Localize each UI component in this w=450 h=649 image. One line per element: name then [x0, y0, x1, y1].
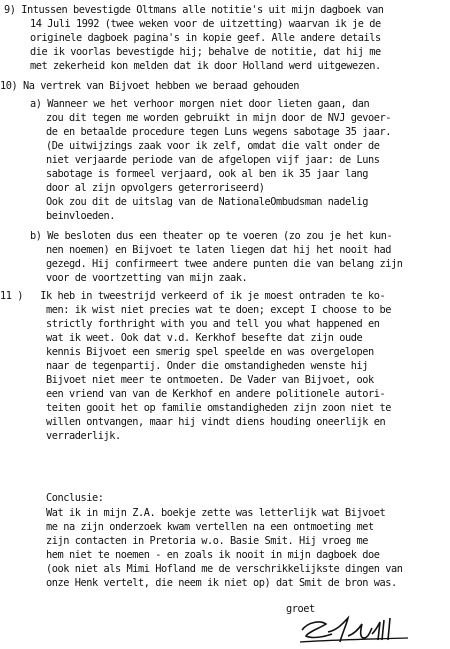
- text-line: Conclusie:: [46, 492, 104, 504]
- text-line: een vriend van van de Kerkhof en andere politionele autori-: [46, 388, 386, 400]
- text-line: Bijvoet niet meer te ontmoeten. De Vader van Bijvoet, ook: [46, 374, 374, 386]
- text-line: naar de tegenpartij. Onder die omstandigheden wenste hij: [46, 360, 368, 372]
- text-line: (ook niet als Mimi Hofland me de verschrikkelijkste dingen van: [46, 563, 403, 575]
- text-line: 10) Na vertrek van Bijvoet hebben we beraad gehouden: [0, 80, 299, 92]
- handwritten-signature: [298, 612, 413, 646]
- text-line: (De uitwijzings zaak voor ik zelf, omdat die valt onder de: [46, 140, 380, 152]
- closing-greeting: groet: [286, 603, 315, 615]
- text-line: strictly forthright with you and tell you what happened en: [46, 318, 380, 330]
- text-line: 9) Intussen bevestigde Oltmans alle notitie's uit mijn dagboek van: [4, 4, 384, 16]
- text-line: men: ik wist niet precies wat te doen; except I choose to be: [46, 304, 391, 316]
- text-line: 14 Juli 1992 (twee weken voor de uitzetting) waarvan ik je de: [30, 18, 381, 30]
- text-line: nen noemen) en Bijvoet te laten liegen dat hij het nooit had: [46, 244, 391, 256]
- text-line: niet verjaarde periode van de afgelopen vijf jaar: de Luns: [46, 154, 380, 166]
- signature-block: [286, 602, 416, 646]
- text-line: de en betaalde procedure tegen Luns wegens sabotage 35 jaar.: [46, 126, 391, 138]
- text-line: hem niet te noemen - en zoals ik nooit in mijn dagboek doe: [46, 549, 380, 561]
- text-line: door al zijn opvolgers geterroriseerd): [46, 182, 265, 194]
- text-line: b) We besloten dus een theater op te voeren (zo zou je het kun-: [30, 230, 393, 242]
- text-line: onze Henk vertelt, die neem ik niet op) dat Smit de bron was.: [46, 577, 397, 589]
- text-line: die ik voorlas bevestigde hij; behalve de notitie, dat hij me: [30, 46, 381, 58]
- text-line: verraderlijk.: [46, 430, 121, 442]
- text-line: zou dit tegen me worden gebruikt in mijn door de NVJ gevoer-: [46, 112, 391, 124]
- text-line: kennis Bijvoet een smerig spel speelde en was overgelopen: [46, 346, 374, 358]
- text-line: gezegd. Hij confirmeert twee andere punten die van belang zijn: [46, 258, 403, 270]
- text-line: originele dagboek pagina's in kopie geef. Alle andere details: [30, 32, 381, 44]
- text-line: met zekerheid kon melden dat ik door Holland werd uitgewezen.: [30, 60, 381, 72]
- text-line: teiten gooit het op familie omstandigheden zijn zoon niet te: [46, 402, 391, 414]
- text-line: willen ontvangen, maar hij vindt diens houding oneerlijk en: [46, 416, 386, 428]
- text-line: a) Wanneer we het verhoor morgen niet door lieten gaan, dan: [30, 98, 370, 110]
- text-line: wat ik weet. Ook dat v.d. Kerkhof besefte dat zijn oude: [46, 332, 363, 344]
- text-line: voor de voortzetting van mijn zaak.: [46, 272, 248, 284]
- text-line: Wat ik in mijn Z.A. boekje zette was letterlijk wat Bijvoet: [46, 507, 386, 519]
- text-line: zijn contacten in Pretoria w.o. Basie Smit. Hij vroeg me: [46, 535, 368, 547]
- text-line: me na zijn onderzoek kwam vertellen na een ontmoeting met: [46, 521, 374, 533]
- text-line: 11 ) Ik heb in tweestrijd verkeerd of ik je moest ontraden te ko-: [0, 290, 386, 302]
- text-line: beinvloeden.: [46, 210, 115, 222]
- text-line: Ook zou dit de uitslag van de NationaleOmbudsman nadelig: [46, 196, 368, 208]
- text-line: sabotage is formeel verjaard, ook al ben ik 35 jaar lang: [46, 168, 368, 180]
